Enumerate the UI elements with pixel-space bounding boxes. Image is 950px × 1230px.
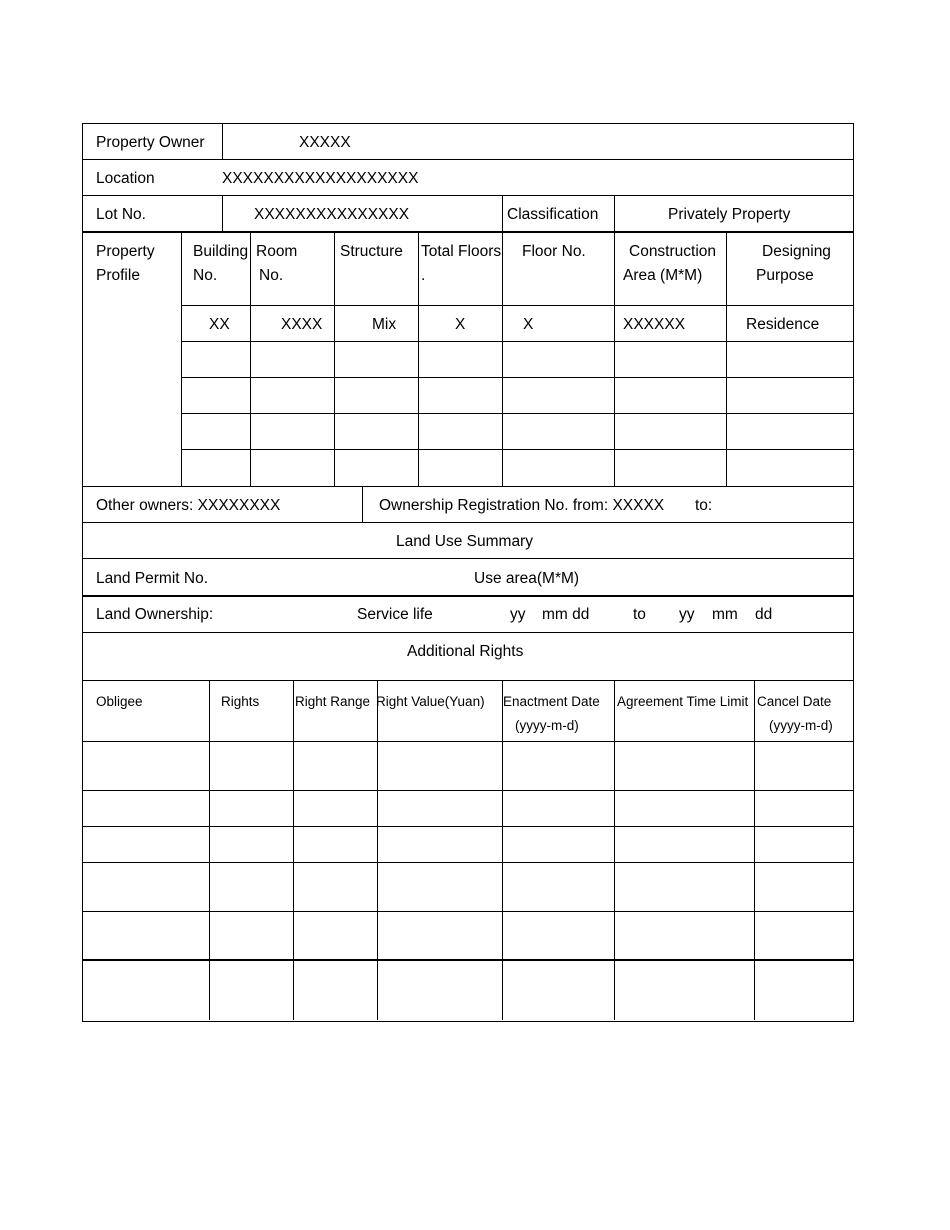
row-divider: [82, 486, 853, 487]
row-divider: [181, 305, 853, 306]
property-owner-label: Property Owner: [96, 134, 205, 151]
row-divider: [82, 959, 853, 961]
col-divider: [377, 680, 378, 1020]
col-divider: [222, 123, 223, 159]
header-room-no: Room: [256, 243, 298, 260]
profile-cell-floor-no: X: [523, 316, 534, 333]
header-floor-no: Floor No.: [522, 243, 586, 260]
row-divider: [82, 159, 853, 160]
profile-cell-structure: Mix: [372, 316, 397, 333]
lot-no-value: XXXXXXXXXXXXXXX: [254, 206, 410, 223]
header-construction-area: Area (M*M): [623, 267, 703, 284]
col-divider: [754, 680, 755, 1020]
col-divider: [222, 195, 223, 231]
ownership-registration-no: Ownership Registration No. from: XXXXX: [379, 497, 665, 514]
profile-cell-building: XX: [209, 316, 230, 333]
col-divider: [250, 231, 251, 486]
header-designing-purpose: Purpose: [756, 267, 814, 284]
other-owners: Other owners: XXXXXXXX: [96, 497, 281, 514]
header-construction-area: Construction: [629, 243, 717, 260]
header-total-floors: .: [421, 267, 426, 284]
col-divider: [502, 231, 503, 486]
col-divider: [181, 231, 182, 486]
col-divider: [209, 680, 210, 1020]
col-divider: [502, 680, 503, 1020]
service-life-start-year: yy: [510, 606, 526, 623]
service-life-end-year: yy: [679, 606, 695, 623]
row-divider: [181, 377, 853, 378]
col-divider: [362, 486, 363, 522]
property-profile-label: Property: [96, 243, 155, 260]
header-enactment-date: Enactment Date: [503, 694, 600, 709]
classification-value: Privately Property: [668, 206, 791, 223]
col-divider: [502, 195, 503, 231]
header-cancel-date: (yyyy-m-d): [769, 718, 833, 733]
row-divider: [82, 911, 853, 912]
profile-cell-total-floors: X: [455, 316, 466, 333]
col-divider: [614, 231, 615, 486]
row-divider: [82, 522, 853, 523]
header-structure: Structure: [340, 243, 403, 260]
lot-no-label: Lot No.: [96, 206, 146, 223]
row-divider: [181, 413, 853, 414]
property-owner-value: XXXXX: [299, 134, 351, 151]
land-use-summary-title: Land Use Summary: [396, 533, 533, 550]
header-room-no: No.: [259, 267, 284, 284]
row-divider: [82, 790, 853, 791]
row-divider: [82, 632, 853, 633]
row-divider: [82, 195, 853, 196]
header-cancel-date: Cancel Date: [757, 694, 832, 709]
profile-cell-room: XXXX: [281, 316, 323, 333]
use-area-label: Use area(M*M): [474, 570, 580, 587]
header-total-floors: Total Floors: [421, 243, 502, 260]
header-right-range: Right Range: [295, 694, 371, 709]
col-divider: [334, 231, 335, 486]
service-life-start-mmdd: mm dd: [542, 606, 590, 623]
profile-cell-area: XXXXXX: [623, 316, 686, 333]
registration-to: to:: [695, 497, 713, 514]
row-divider: [82, 231, 853, 233]
classification-label: Classification: [507, 206, 599, 223]
header-enactment-date: (yyyy-m-d): [515, 718, 579, 733]
row-divider: [82, 558, 853, 559]
service-life-end-month: mm: [712, 606, 738, 623]
location-value: XXXXXXXXXXXXXXXXXXX: [222, 170, 419, 187]
property-profile-label: Profile: [96, 267, 140, 284]
header-building-no: No.: [193, 267, 218, 284]
header-designing-purpose: Designing: [762, 243, 831, 260]
service-life-label: Service life: [357, 606, 433, 623]
header-building-no: Building: [193, 243, 249, 260]
col-divider: [293, 680, 294, 1020]
header-rights: Rights: [221, 694, 260, 709]
header-obligee: Obligee: [96, 694, 143, 709]
header-agreement-time-limit: Agreement Time Limit: [617, 694, 749, 709]
row-divider: [82, 741, 853, 742]
location-label: Location: [96, 170, 155, 187]
col-divider: [614, 680, 615, 1020]
row-divider: [181, 449, 853, 450]
row-divider: [82, 595, 853, 597]
row-divider: [181, 341, 853, 342]
col-divider: [726, 231, 727, 486]
additional-rights-title: Additional Rights: [407, 643, 524, 660]
land-permit-label: Land Permit No.: [96, 570, 208, 587]
header-right-value: Right Value(Yuan): [376, 694, 485, 709]
row-divider: [82, 680, 853, 681]
land-ownership-label: Land Ownership:: [96, 606, 214, 623]
service-life-to: to: [633, 606, 646, 623]
profile-cell-purpose: Residence: [746, 316, 820, 333]
row-divider: [82, 826, 853, 827]
service-life-end-day: dd: [755, 606, 773, 623]
col-divider: [614, 195, 615, 231]
col-divider: [418, 231, 419, 486]
row-divider: [82, 862, 853, 863]
